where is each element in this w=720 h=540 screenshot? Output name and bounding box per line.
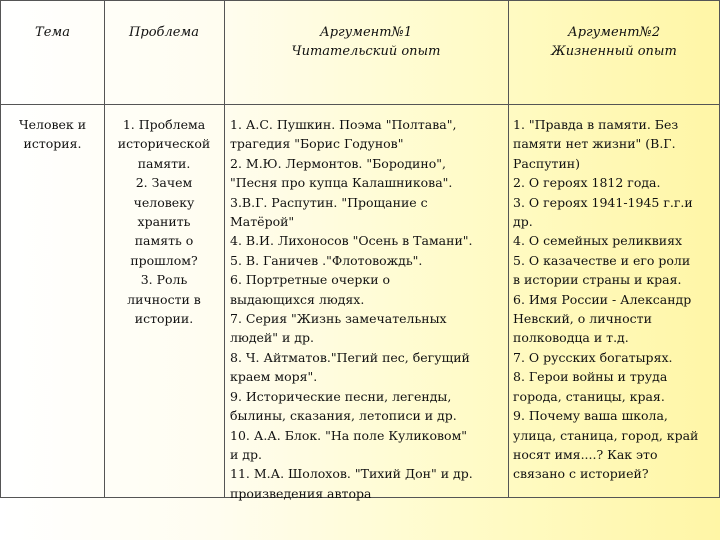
cell-line: 4. В.И. Лихоносов "Осень в Тамани". [230,233,473,249]
cell-line: 5. О казачестве и его роли [513,252,691,268]
cell-line: 8. Герои войны и труда [513,369,668,385]
cell-line: улица, станица, город, край [513,427,699,443]
cell-line: 1. "Правда в памяти. Без [513,117,679,132]
header-theme: Тема [35,25,70,40]
cell-line: былины, сказания, летописи и др. [230,408,457,424]
cell-line: Человек и [18,117,87,132]
cell-line: 2. Зачем [135,175,193,191]
cell-line: 8. Ч. Айтматов."Пегий пес, бегущий [230,349,470,365]
cell-line: выдающихся людях. [230,291,365,307]
cell-line: память о [134,233,194,249]
theme-cell [2,115,103,154]
cell-line: трагедия "Борис Годунов" [230,136,404,152]
cell-line: 1. Проблема [122,117,206,132]
cell-line: в истории страны и края. [513,272,682,288]
header-problem: Проблема [129,25,199,40]
cell-line: и др. [230,446,262,462]
cell-line: 11. М.А. Шолохов. "Тихий Дон" и др. [230,466,473,482]
cell-line: исторической [117,136,211,152]
cell-line: 2. М.Ю. Лермонтов. "Бородино", [230,155,446,171]
cell-line: 2. О героях 1812 года. [513,175,661,191]
header-argument-2: Аргумент№2 Жизненный опыт [551,25,677,59]
cell-line: истории. [134,311,194,327]
cell-line: людей" и др. [230,330,314,346]
cell-line: Матёрой" [230,214,295,230]
cell-line: 10. А.А. Блок. "На поле Куликовом" [230,427,468,443]
cell-line: хранить [137,214,191,230]
cell-line: 9. Почему ваша школа, [513,408,668,424]
cell-line: 6. Портретные очерки о [230,272,391,288]
cell-line: человеку [133,194,195,210]
cell-line: носят имя....? Как это [513,446,658,462]
cell-line: 3.В.Г. Распутин. "Прощание с [230,194,428,210]
cell-line: история. [23,136,82,152]
cell-line: города, станицы, края. [513,388,665,404]
cell-line: др. [513,214,533,230]
cell-line: 1. А.С. Пушкин. Поэма "Полтава", [230,117,457,132]
cell-line: краем моря". [230,369,318,385]
header-divider [1,104,719,105]
cell-line: 9. Исторические песни, легенды, [230,388,452,404]
cell-line: 4. О семейных реликвиях [513,233,683,249]
header-argument-1: Аргумент№1 Читательский опыт [291,25,441,59]
cell-line: Невский, о личности [513,311,652,327]
cell-line: 3. О героях 1941-1945 г.г.и [513,194,693,210]
cell-line: 6. Имя России - Александр [513,291,692,307]
cell-line: "Песня про купца Калашникова". [230,175,453,191]
column-divider-3 [508,1,509,497]
cell-line: связано с историей? [513,466,649,482]
cell-line: полководца и т.д. [513,330,629,346]
cell-line: личности в [127,291,201,307]
argument-1-cell [230,115,506,503]
cell-line: 3. Роль [140,272,188,288]
cell-line: 7. Серия "Жизнь замечательных [230,311,447,327]
argument-2-cell [513,115,719,484]
cell-line: прошлом? [130,252,198,268]
cell-line: памяти нет жизни" (В.Г. [513,136,676,152]
cell-line: памяти. [137,155,191,171]
cell-line: Распутин) [513,155,581,171]
cell-line: 7. О русских богатырях. [513,349,673,365]
cell-line: произведения автора [230,485,372,501]
column-divider-2 [224,1,225,497]
cell-line: 5. В. Ганичев ."Флотовождь". [230,252,423,268]
problem-cell [105,115,223,328]
